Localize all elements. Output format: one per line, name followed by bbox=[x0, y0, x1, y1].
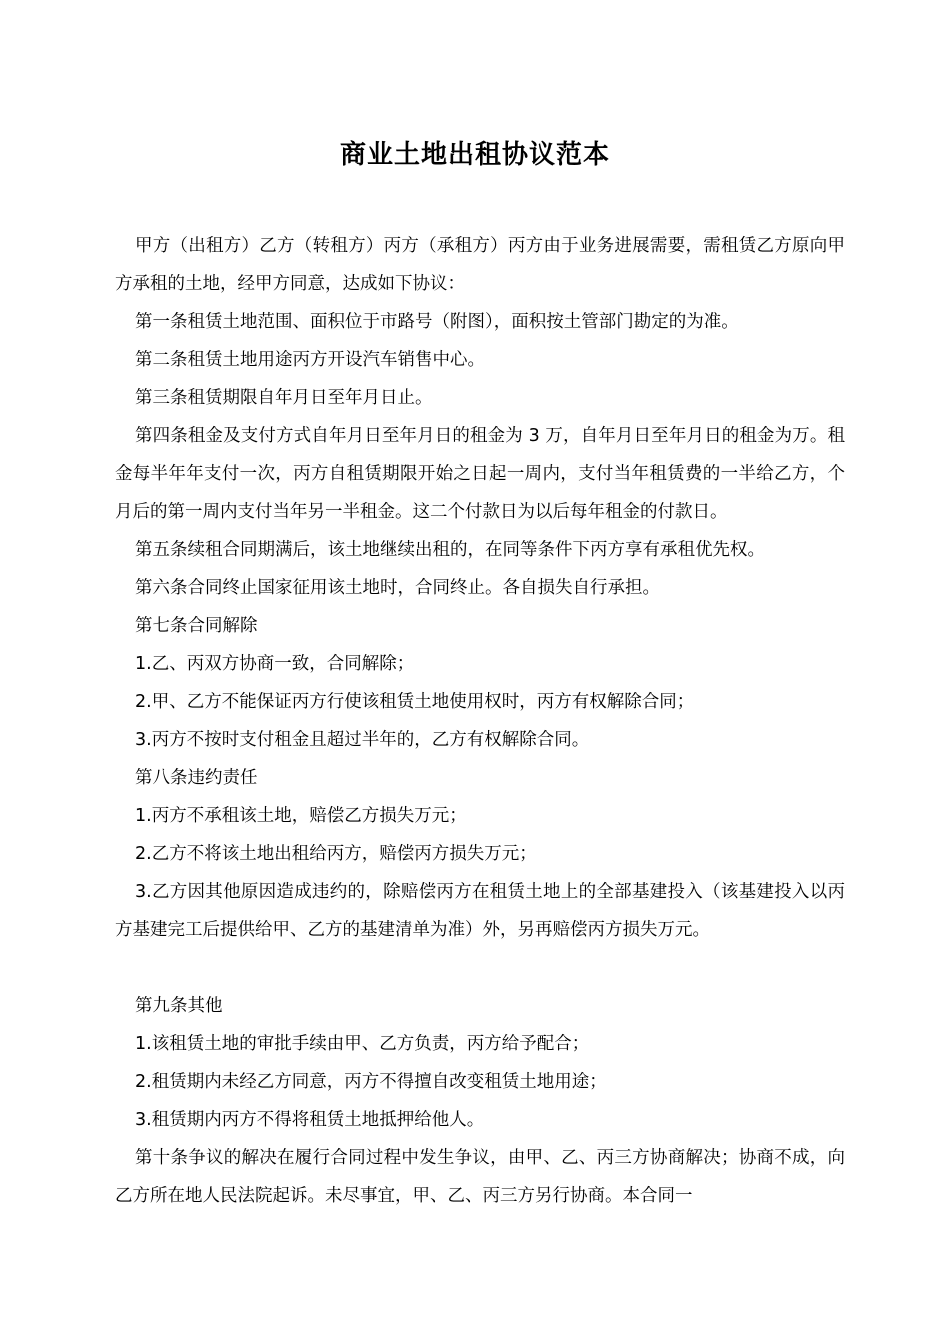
article-7-item-1: 1.乙、丙双方协商一致，合同解除； bbox=[135, 654, 415, 674]
article-9-item-3: 3.租赁期内丙方不得将租赁土地抵押给他人。 bbox=[135, 1110, 485, 1130]
article-7-item-2: 2.甲、乙方不能保证丙方行使该租赁土地使用权时，丙方有权解除合同； bbox=[135, 692, 695, 712]
article-1: 第一条租赁土地范围、面积位于市路号（附图），面积按土管部门勘定的为准。 bbox=[135, 312, 739, 332]
article-7-item-3: 3.丙方不按时支付租金且超过半年的，乙方有权解除合同。 bbox=[135, 730, 590, 750]
article-10: 第十条争议的解决在履行合同过程中发生争议，由甲、乙、丙三方协商解决；协商不成，向乙方所在地人民法院起诉。未尽事宜，甲、乙、丙三方另行协商。本合同一 bbox=[115, 1148, 845, 1206]
intro-paragraph: 甲方（出租方）乙方（转租方）丙方（承租方）丙方由于业务进展需要，需租赁乙方原向甲方承租的土地，经甲方同意，达成如下协议： bbox=[115, 236, 845, 294]
article-9-item-1: 1.该租赁土地的审批手续由甲、乙方负责，丙方给予配合； bbox=[135, 1034, 590, 1054]
article-9-item-2: 2.租赁期内未经乙方同意，丙方不得擅自改变租赁土地用途； bbox=[135, 1072, 607, 1092]
article-8-heading: 第八条违约责任 bbox=[135, 768, 258, 788]
article-8-item-1: 1.丙方不承租该土地，赔偿乙方损失万元； bbox=[135, 806, 467, 826]
document-title: 商业土地出租协议范本 bbox=[339, 140, 610, 170]
article-7-heading: 第七条合同解除 bbox=[135, 616, 258, 636]
article-9-heading: 第九条其他 bbox=[135, 996, 223, 1016]
paragraph-spacer bbox=[115, 949, 845, 987]
article-2: 第二条租赁土地用途丙方开设汽车销售中心。 bbox=[135, 350, 485, 370]
article-8-item-3: 3.乙方因其他原因造成违约的，除赔偿丙方在租赁土地上的全部基建投入（该基建投入以丙方基建完工后提供给甲、乙方的基建清单为准）外，另再赔偿丙方损失万元。 bbox=[115, 882, 845, 940]
article-3: 第三条租赁期限自年月日至年月日止。 bbox=[135, 388, 433, 408]
article-8-item-2: 2.乙方不将该土地出租给丙方，赔偿丙方损失万元； bbox=[135, 844, 537, 864]
article-5: 第五条续租合同期满后，该土地继续出租的，在同等条件下丙方享有承租优先权。 bbox=[135, 540, 765, 560]
document-body bbox=[115, 227, 845, 1215]
article-6: 第六条合同终止国家征用该土地时，合同终止。各自损失自行承担。 bbox=[135, 578, 660, 598]
article-4: 第四条租金及支付方式自年月日至年月日的租金为 3 万，自年月日至年月日的租金为万。租金每半年年支付一次，丙方自租赁期限开始之日起一周内，支付当年租赁费的一半给乙方，个月后的第一周内支付当年另一半租金。这二个付款日为以后每年租金的付款日。 bbox=[115, 426, 845, 522]
